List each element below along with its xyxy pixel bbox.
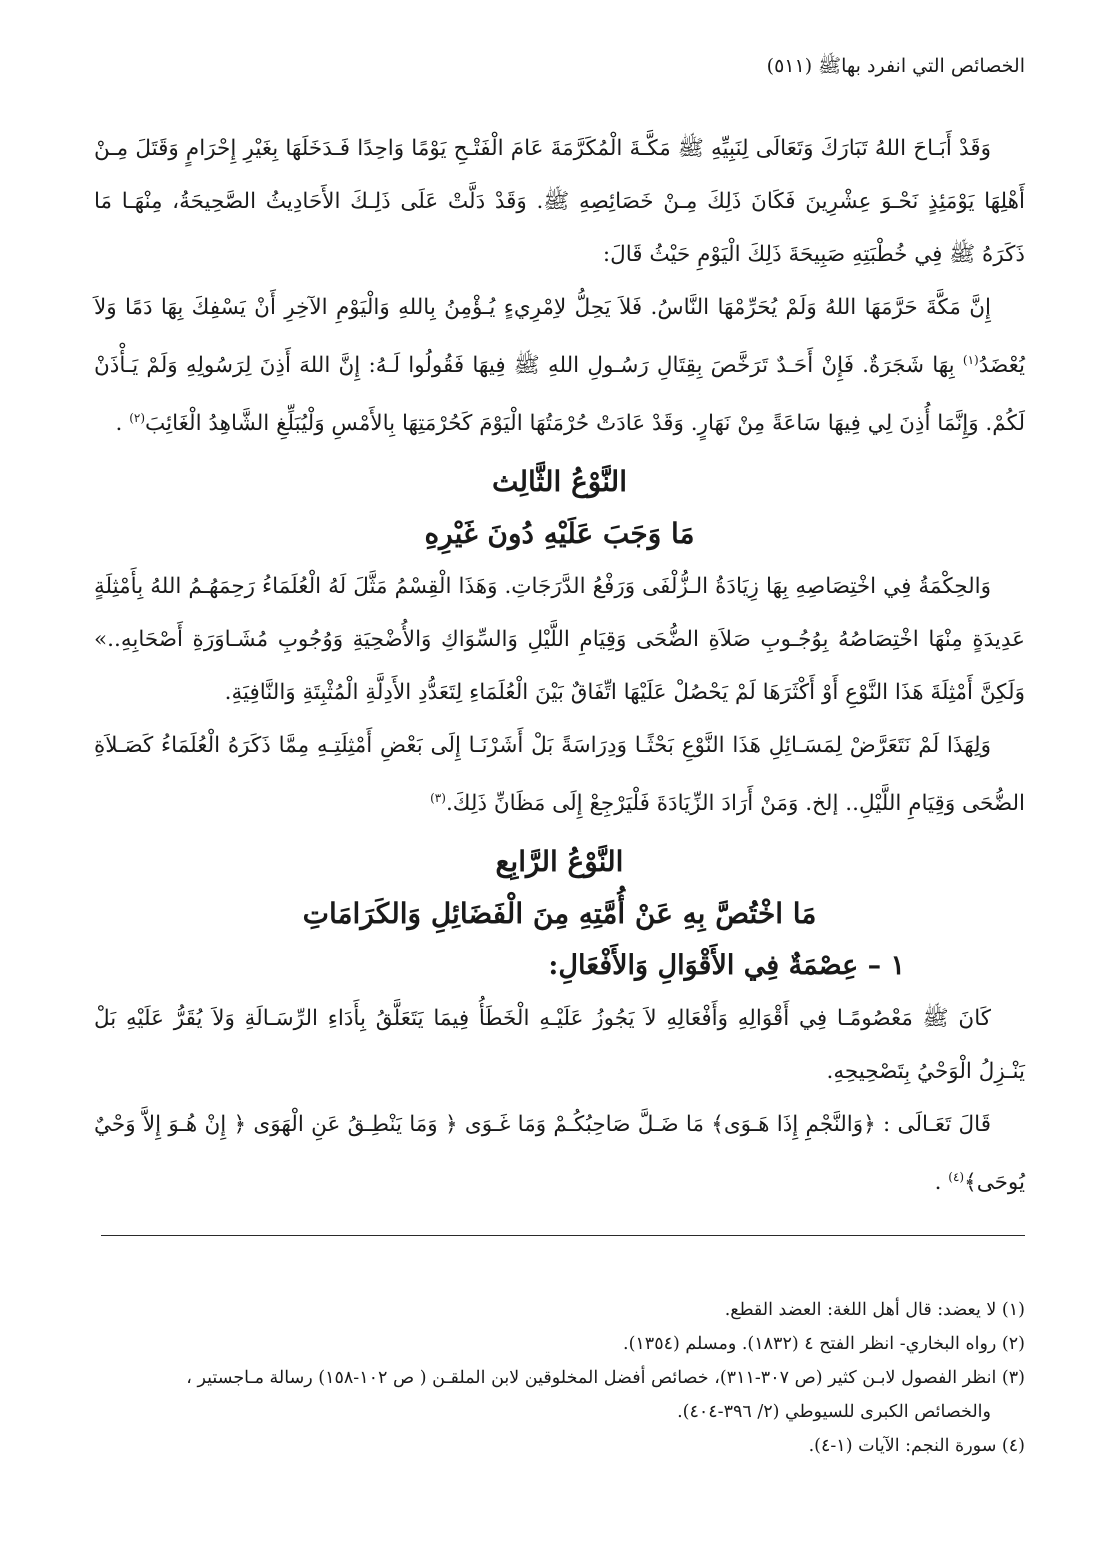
hadith-end: . xyxy=(115,411,130,437)
footnote-2: (٢) رواه البخاري- انظر الفتح ٤ (١٨٣٢). ومسلم (١٣٥٤). xyxy=(623,1334,1025,1354)
paragraph-scope xyxy=(94,719,1025,830)
footnote-ref-2[interactable]: (٢) xyxy=(129,411,146,426)
paragraph-intro: وَقَدْ أَبَـاحَ اللهُ تَبَارَكَ وَتَعَالَى لِنَبِيِّهِ ﷺ مَكَّـةَ الْمُكَرَّمَةَ عَامَ الْفَتْـحِ يَوْمًا وَاحِدًا فَـدَخَلَهَا بِغَيْرِ إِحْرَامٍ وَقَتَلَ مِـنْ أَهْلِهَا يَوْمَئِذٍ نَحْـوَ عِشْرِينَ فَكَانَ ذَلِكَ مِـنْ خَصَائِصِهِ ﷺ. وَقَدْ دَلَّتْ عَلَى ذَلِـكَ الأَحَادِيثُ الصَّحِيحَةُ، مِنْهَـا مَا ذَكَرَهُ ﷺ فِي خُطْبَتِهِ صَبِيحَةَ ذَلِكَ الْيَوْمِ حَيْثُ قَالَ: xyxy=(94,136,1025,267)
footnotes xyxy=(94,1293,1025,1463)
footnote-4: (٤) سورة النجم: الآيات (١-٤). xyxy=(808,1436,1025,1456)
section-subtitle-4: مَا اخْتُصَّ بِهِ عَنْ أُمَّتِهِ مِنَ الْفَضَائِلِ وَالكَرَامَاتِ xyxy=(302,897,817,931)
item-heading-infallibility: ١ – عِصْمَةٌ فِي الأَقْوَالِ وَالأَفْعَالِ: xyxy=(548,950,905,982)
paragraph-wisdom: وَالحِكْمَةُ فِي اخْتِصَاصِهِ بِهَا زِيَادَةُ الـزُّلْفَى وَرَفْعُ الدَّرَجَاتِ. وَهَذَا الْقِسْمُ مَثَّلَ لَهُ الْعُلَمَاءُ رَحِمَهُـمُ اللهُ بِأَمْثِلَةٍ عَدِيدَةٍ مِنْهَا اخْتِصَاصُهُ بِوُجُـوبِ صَلاَةِ الضُّحَى وَقِيَامِ اللَّيْلِ وَالسِّوَاكِ وَالأُضْحِيَةِ وَوُجُوبِ مُشَـاوَرَةِ أَصْحَابِهِ..» وَلَكِنَّ أَمْثِلَةَ هَذَا النَّوْعِ أَوْ أَكْثَرَهَا لَمْ يَحْصُلْ عَلَيْهَا اتِّفَاقٌ بَيْنَ الْعُلَمَاءِ لِتَعَدُّدِ الأَدِلَّةِ الْمُثْبِتَةِ وَالنَّافِيَةِ. xyxy=(94,574,1025,706)
footnote-divider xyxy=(101,1235,1025,1236)
hadith-quote xyxy=(94,281,1025,450)
quran-verse-text: قَالَ تَعَـالَى : ﴿وَالنَّجْمِ إِذَا هَـوَى﴾ مَا ضَـلَّ صَاحِبُكُـمْ وَمَا غَـوَى ﴿ وَمَا يَنْطِـقُ عَنِ الْهَوَى ﴿ إِنْ هُـوَ إِلاَّ وَحْيٌ يُوحَى﴾ xyxy=(94,1112,1025,1196)
footnote-ref-1[interactable]: (١) xyxy=(962,353,979,367)
footnote-ref-3[interactable]: (٣) xyxy=(430,791,446,806)
paragraph-scope-text: وَلِهَذَا لَمْ نَتَعَرَّضْ لِمَسَـائِلِ هَذَا النَّوْعِ بَحْثًـا وَدِرَاسَةً بَلْ أَشَرْنَـا إِلَى بَعْضِ أَمْثِلَتِـهِ مِمَّا ذَكَرَهُ الْعُلَمَاءُ كَصَـلاَةِ الضُّحَى وَقِيَامِ اللَّيْلِ.. إلخ. وَمَنْ أَرَادَ الزِّيَادَةَ فَلْيَرْجِعْ إِلَى مَظَانِّ ذَلِكَ. xyxy=(94,733,1025,817)
running-header: الخصائص التي انفرد بهاﷺ (٥١١) xyxy=(766,55,1025,77)
hadith-text-1: إِنَّ مَكَّةَ حَرَّمَهَا اللهُ وَلَمْ يُحَرِّمْهَا النَّاسُ. فَلاَ يَحِلُّ لاِمْرِيءٍ يُـؤْمِنُ بِاللهِ وَالْيَوْمِ الآخِرِ أَنْ يَسْفِكَ بِهَا دَمًا وَلاَ يُعْضَدُ xyxy=(94,295,1025,379)
hadith-text-2: بِهَا شَجَرَةٌ. فَإِنْ أَحَـدٌ تَرَخَّصَ بِقِتَالِ رَسُـولِ اللهِ ﷺ فِيهَا فَقُولُوا لَـهُ: إِنَّ اللهَ أَذِنَ لِرَسُولِهِ وَلَمْ يَـأْذَنْ لَكُمْ. وَإِنَّمَا أُذِنَ لِي فِيهَا سَاعَةً مِنْ نَهَارٍ. وَقَدْ عَادَتْ حُرْمَتُهَا الْيَوْمَ كَحُرْمَتِهَا بِالأَمْسِ وَلْيُبَلِّغِ الشَّاهِدُ الْغَائِبَ xyxy=(94,353,1025,437)
paragraph-infallibility: كَانَ ﷺ مَعْصُومًـا فِي أَقْوَالِهِ وَأَفْعَالِهِ لاَ يَجُوزُ عَلَيْـهِ الْخَطَأُ فِيمَا يَتَعَلَّقُ بِأَدَاءِ الرِّسَـالَةِ وَلاَ يُقَرُّ عَلَيْهِ بَلْ يَنْـزِلُ الْوَحْيُ بِتَصْحِيحِهِ. xyxy=(94,1006,1025,1085)
footnote-1: (١) لا يعضد: قال أهل اللغة: العضد القطع. xyxy=(724,1300,1025,1320)
footnote-3-continued: والخصائص الكبرى للسيوطي (٢/ ٣٩٦-٤٠٤). xyxy=(677,1402,991,1422)
footnote-ref-4[interactable]: (٤) xyxy=(948,1170,965,1185)
quran-verse-end: . xyxy=(934,1170,949,1196)
section-heading-4: النَّوْعُ الرَّابِع xyxy=(495,845,624,879)
paragraph-quran-verse xyxy=(94,1098,1025,1209)
section-subtitle-3: مَا وَجَبَ عَلَيْهِ دُونَ غَيْرِهِ xyxy=(424,517,695,551)
footnote-3: (٣) انظر الفصول لابـن كثير (ص ٣٠٧-٣١١)، خصائص أفضل المخلوقين لابن الملقـن ( ص ١٠٢-١٥٨) رسالة مـاجستير ، xyxy=(186,1368,1025,1388)
section-heading-3: النَّوْعُ الثَّالِث xyxy=(492,465,627,499)
body-text xyxy=(94,122,1025,1210)
